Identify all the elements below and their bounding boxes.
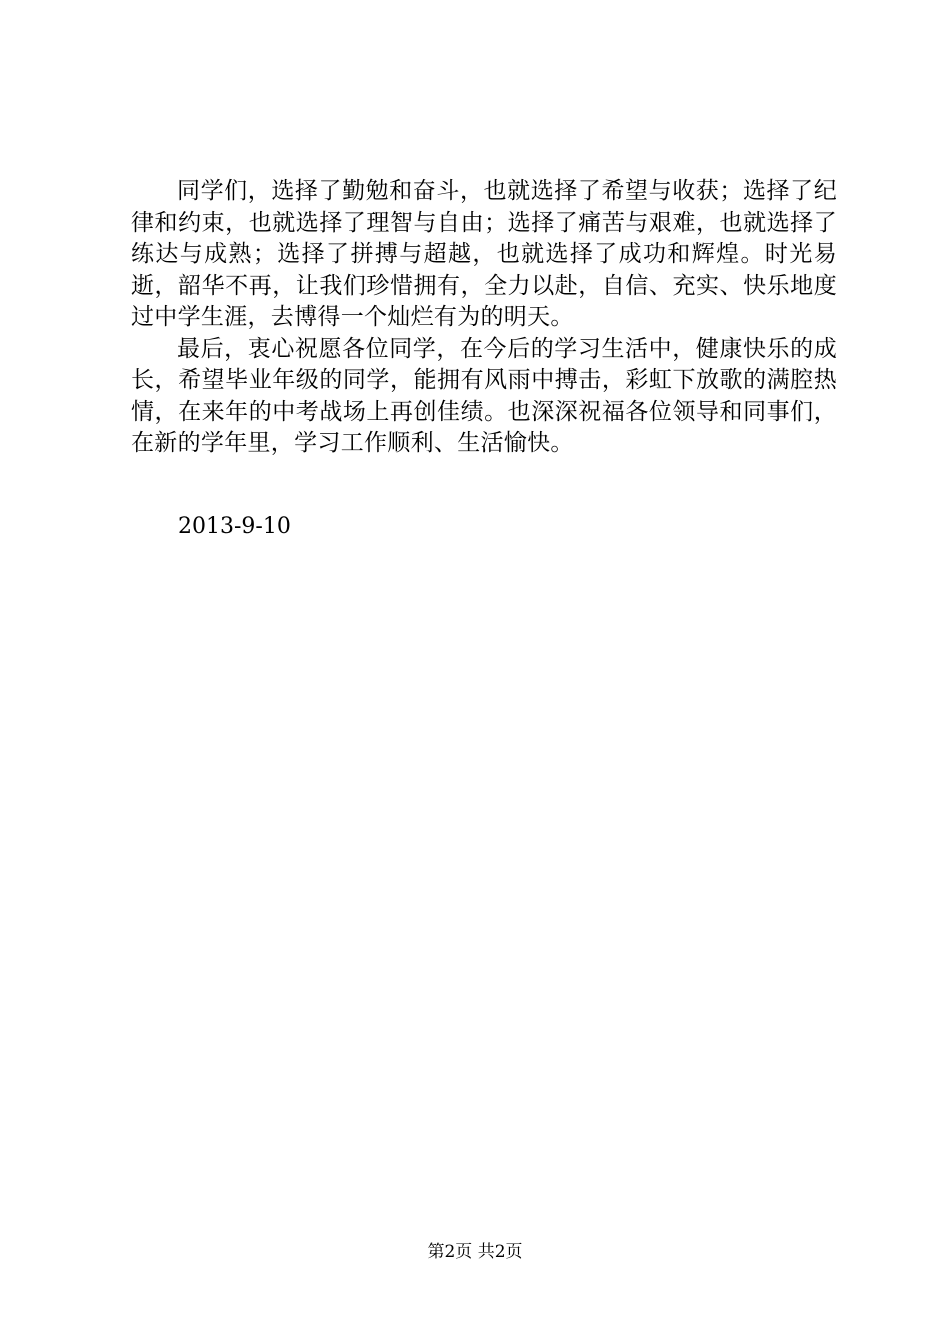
document-date: 2013-9-10 xyxy=(178,514,291,539)
paragraph-closing-wishes: 最后，衷心祝愿各位同学，在今后的学习生活中，健康快乐的成长，希望毕业年级的同学，能拥有风雨中搏击，彩虹下放歌的满腔热情，在来年的中考战场上再创佳绩。也深深祝福各位领导和同事们，在新的学年里，学习工作顺利、生活愉快。 xyxy=(131,335,837,456)
page-footer: 第2页 共2页 xyxy=(427,1242,523,1262)
paragraph-choices: 同学们，选择了勤勉和奋斗，也就选择了希望与收获；选择了纪律和约束，也就选择了理智与自由；选择了痛苦与艰难，也就选择了练达与成熟；选择了拼搏与超越，也就选择了成功和辉煌。时光易逝，韶华不再，让我们珍惜拥有，全力以赴，自信、充实、快乐地度过中学生涯，去博得一个灿烂有为的明天。 xyxy=(131,178,837,330)
document-body xyxy=(131,176,837,460)
